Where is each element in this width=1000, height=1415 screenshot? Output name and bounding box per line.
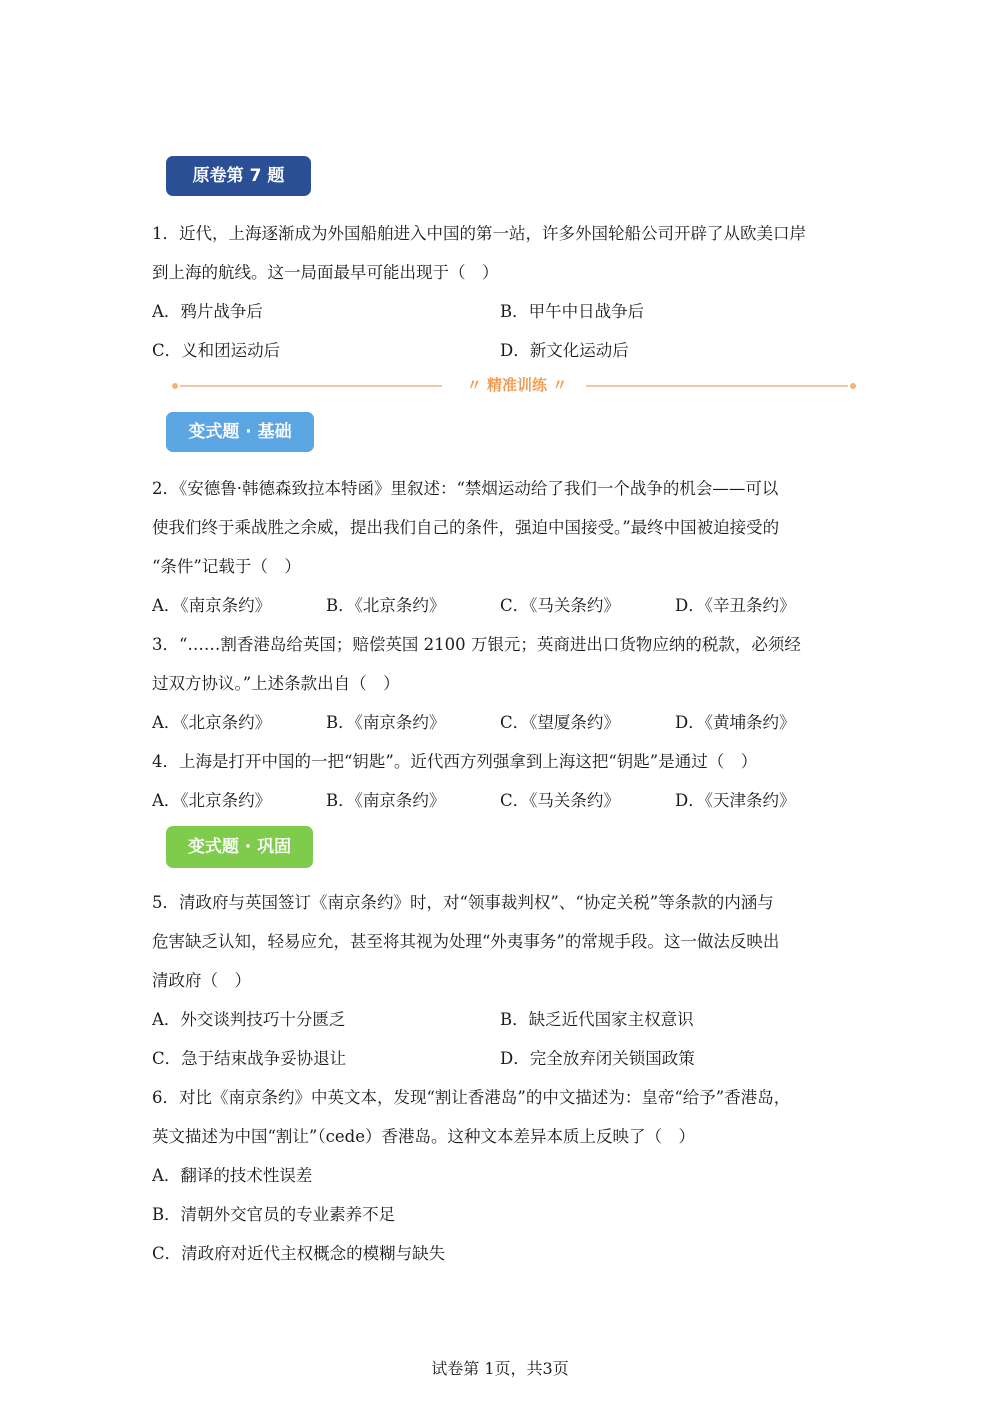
question-stem-line: 2．《安德鲁·韩德森致拉本特函》里叙述：“禁烟运动给了我们一个战争的机会——可以 xyxy=(152,479,779,498)
option-c[interactable]: C．《马关条约》 xyxy=(500,791,620,810)
divider-label: 〃 精准训练 〃 xyxy=(466,376,568,394)
question-stem-line: 危害缺乏认知，轻易应允，甚至将其视为处理“外夷事务”的常规手段。这一做法反映出 xyxy=(152,932,780,951)
question-stem-line: 英文描述为中国“割让”（cede）香港岛。这种文本差异本质上反映了（ ） xyxy=(152,1127,695,1146)
option-c[interactable]: C．义和团运动后 xyxy=(152,341,281,360)
option-d[interactable]: D．新文化运动后 xyxy=(500,341,629,360)
option-a[interactable]: A．外交谈判技巧十分匮乏 xyxy=(152,1010,346,1029)
original-question-tag: 原卷第 7 题 xyxy=(166,156,311,196)
divider-dot-right xyxy=(850,383,856,389)
option-a[interactable]: A．鸦片战争后 xyxy=(152,302,263,321)
question-stem-line: 过双方协议。”上述条款出自（ ） xyxy=(152,674,400,693)
option-b[interactable]: B．清朝外交官员的专业素养不足 xyxy=(152,1205,396,1224)
divider-line-right xyxy=(586,385,848,387)
option-d[interactable]: D．《辛丑条约》 xyxy=(675,596,796,615)
question-stem-line: 到上海的航线。这一局面最早可能出现于（ ） xyxy=(152,263,499,282)
option-c[interactable]: C．急于结束战争妥协退让 xyxy=(152,1049,347,1068)
question-stem-line: 使我们终于乘战胜之余威，提出我们自己的条件，强迫中国接受。”最终中国被迫接受的 xyxy=(152,518,780,537)
option-d[interactable]: D．《黄埔条约》 xyxy=(675,713,796,732)
option-a[interactable]: A．翻译的技术性误差 xyxy=(152,1166,313,1185)
option-b[interactable]: B．《南京条约》 xyxy=(326,791,446,810)
question-stem-line: 4．上海是打开中国的一把“钥匙”。近代西方列强拿到上海这把“钥匙”是通过（ ） xyxy=(152,752,758,771)
option-a[interactable]: A．《北京条约》 xyxy=(152,713,272,732)
question-stem-line: 清政府（ ） xyxy=(152,971,251,990)
option-b[interactable]: B．《南京条约》 xyxy=(326,713,446,732)
option-b[interactable]: B．《北京条约》 xyxy=(326,596,446,615)
option-c[interactable]: C．《马关条约》 xyxy=(500,596,620,615)
page-footer: 试卷第 1页，共3页 xyxy=(431,1359,569,1378)
option-c[interactable]: C．清政府对近代主权概念的模糊与缺失 xyxy=(152,1244,446,1263)
option-c[interactable]: C．《望厦条约》 xyxy=(500,713,620,732)
option-a[interactable]: A．《南京条约》 xyxy=(152,596,272,615)
divider-line-left xyxy=(180,385,442,387)
question-stem-line: 5．清政府与英国签订《南京条约》时，对“领事裁判权”、“协定关税”等条款的内涵与 xyxy=(152,893,774,912)
variant-consolidate-tag: 变式题 · 巩固 xyxy=(166,826,313,868)
question-stem-line: 6．对比《南京条约》中英文本，发现“割让香港岛”的中文描述为：皇帝“给予”香港岛， xyxy=(152,1088,791,1107)
option-a[interactable]: A．《北京条约》 xyxy=(152,791,272,810)
question-stem-line: “条件”记载于（ ） xyxy=(152,557,301,576)
option-b[interactable]: B．甲午中日战争后 xyxy=(500,302,645,321)
question-stem-line: 1．近代，上海逐渐成为外国船舶进入中国的第一站，许多外国轮船公司开辟了从欧美口岸 xyxy=(152,224,806,243)
option-b[interactable]: B．缺乏近代国家主权意识 xyxy=(500,1010,694,1029)
variant-basic-tag: 变式题 · 基础 xyxy=(166,412,314,452)
question-stem-line: 3．“……割香港岛给英国；赔偿英国 2100 万银元；英商进出口货物应纳的税款，必须经 xyxy=(152,635,801,654)
divider-dot-left xyxy=(172,383,178,389)
option-d[interactable]: D．《天津条约》 xyxy=(675,791,796,810)
option-d[interactable]: D．完全放弃闭关锁国政策 xyxy=(500,1049,695,1068)
